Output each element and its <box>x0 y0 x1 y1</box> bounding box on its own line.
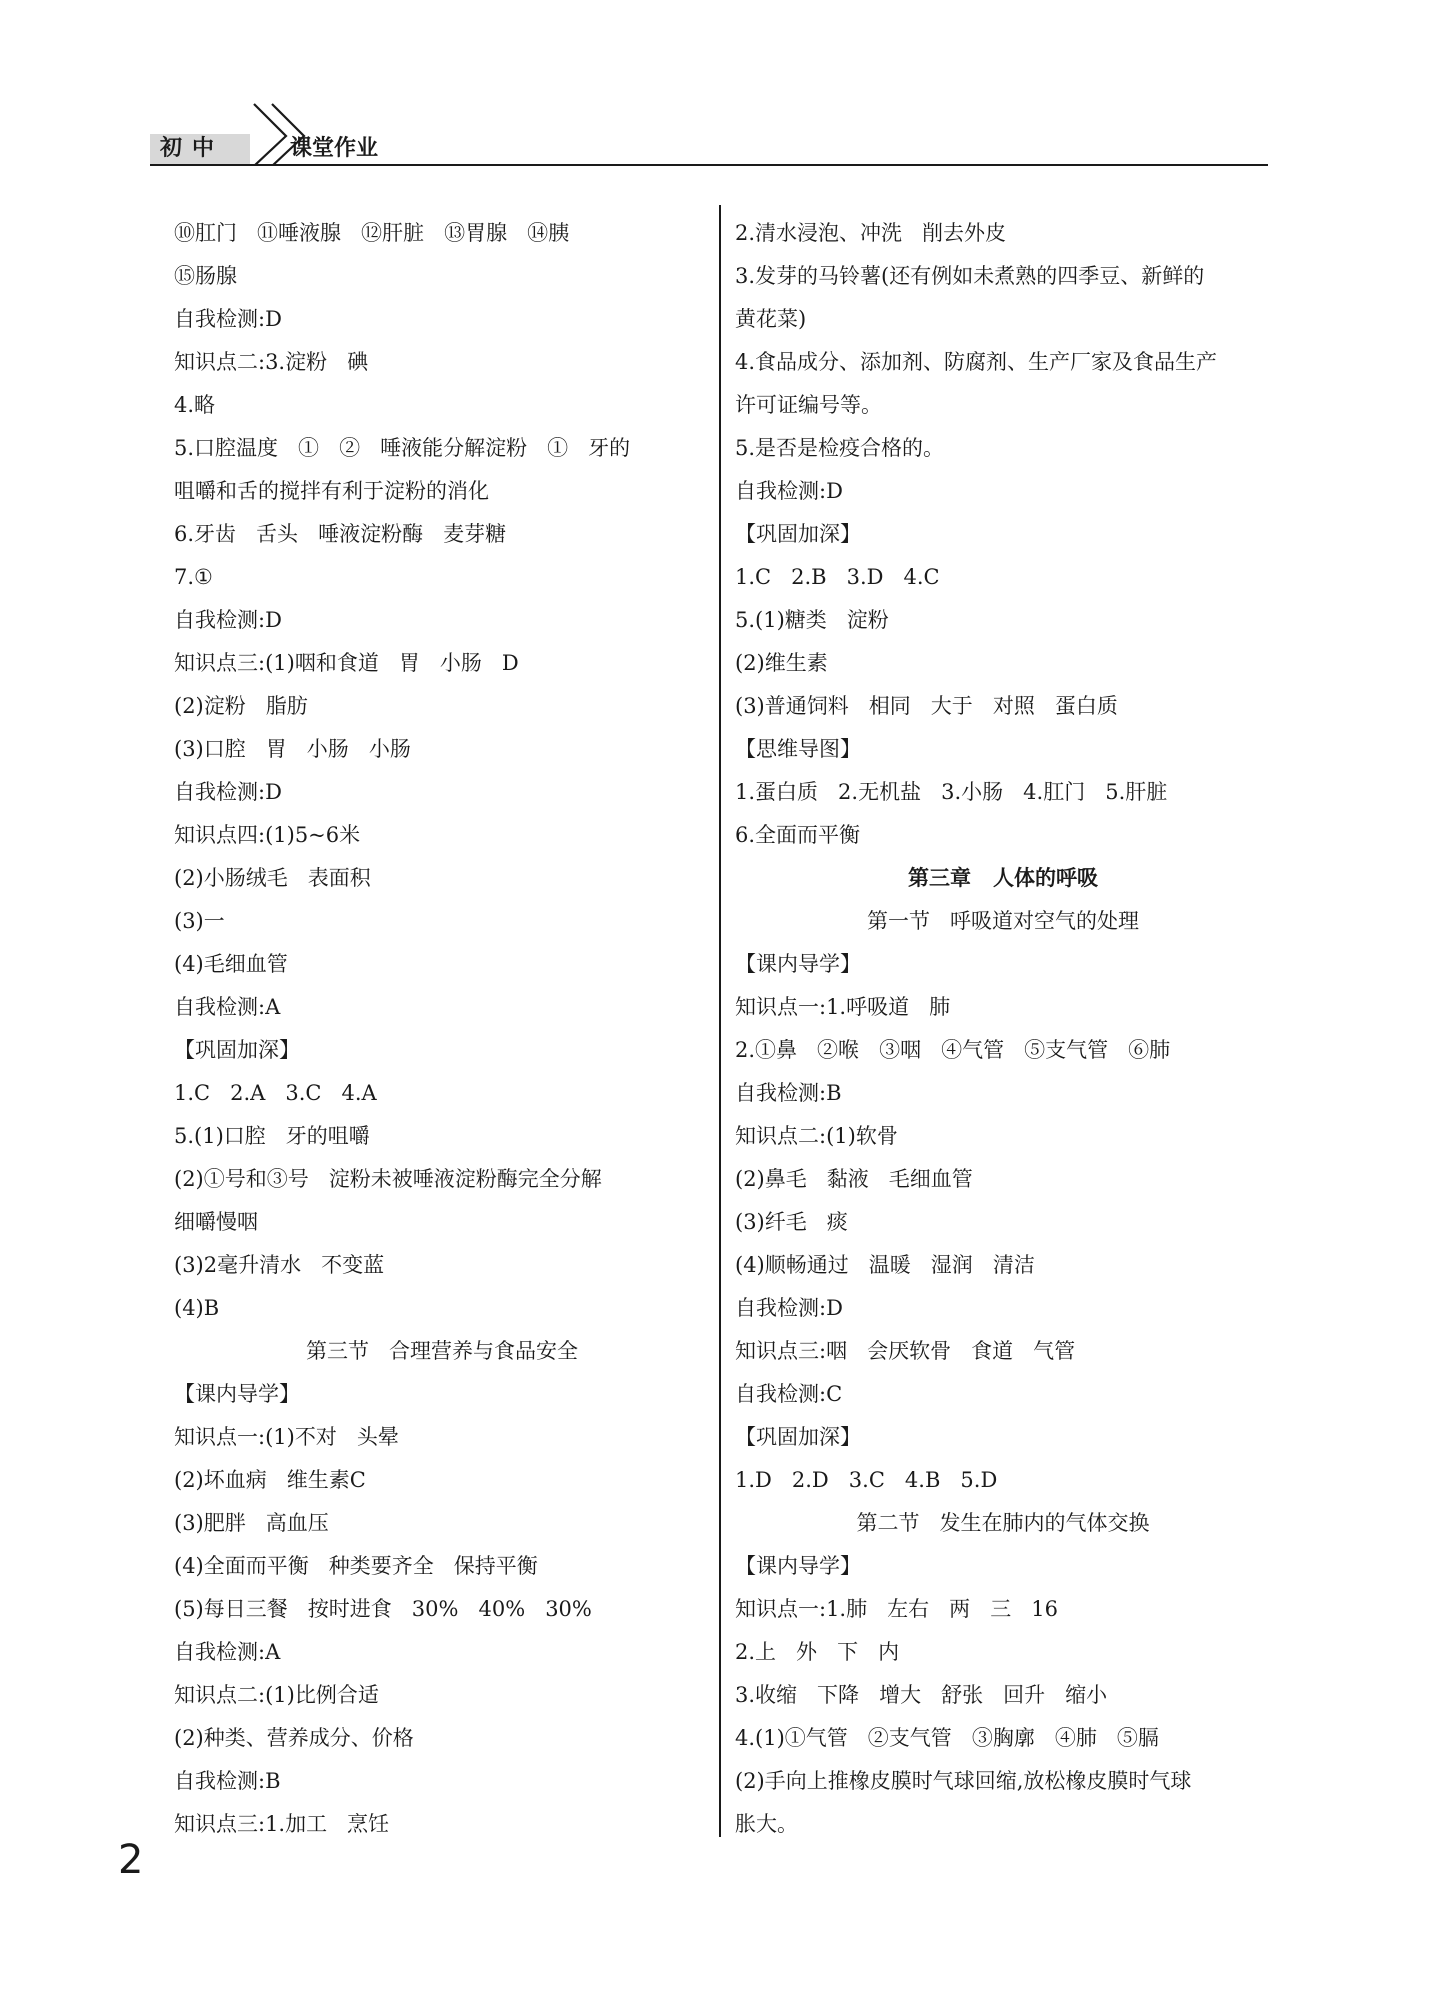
answer-line: (4)毛细血管 <box>174 952 288 976</box>
answer-line: (3)一 <box>174 909 225 933</box>
answer-line: 知识点三:(1)咽和食道 胃 小肠 D <box>174 651 519 675</box>
answer-line: (3)肥胖 高血压 <box>174 1511 329 1535</box>
answer-line: 5.(1)口腔 牙的咀嚼 <box>174 1124 370 1148</box>
answer-line: (5)每日三餐 按时进食 30% 40% 30% <box>174 1597 592 1621</box>
answer-line: 第三章 人体的呼吸 <box>908 866 1098 890</box>
answer-line: (4)顺畅通过 温暖 湿润 清洁 <box>735 1253 1035 1277</box>
answer-line: (2)①号和③号 淀粉未被唾液淀粉酶完全分解 <box>174 1167 602 1191</box>
answer-line: 2.①鼻 ②喉 ③咽 ④气管 ⑤支气管 ⑥肺 <box>735 1038 1171 1062</box>
answer-line: 知识点二:(1)软骨 <box>735 1124 898 1148</box>
answer-line: 自我检测:D <box>735 1296 843 1320</box>
answer-line: 第一节 呼吸道对空气的处理 <box>866 909 1140 933</box>
answer-line: 知识点三:咽 会厌软骨 食道 气管 <box>735 1339 1076 1363</box>
answer-line: 【巩固加深】 <box>735 1425 861 1449</box>
answer-line: 【思维导图】 <box>735 737 861 761</box>
answer-line: (3)2毫升清水 不变蓝 <box>174 1253 385 1277</box>
answer-line: 知识点一:1.呼吸道 肺 <box>735 995 951 1019</box>
page-header <box>150 100 1268 166</box>
answer-line: 5.(1)糖类 淀粉 <box>735 608 889 632</box>
answer-line: 自我检测:D <box>735 479 843 503</box>
answer-line: (2)坏血病 维生素C <box>174 1468 366 1492</box>
answer-line: 黄花菜) <box>735 307 807 331</box>
level-tag: 初中 <box>150 134 250 164</box>
answer-line: 知识点四:(1)5~6米 <box>174 823 361 847</box>
answer-line: 知识点二:3.淀粉 碘 <box>174 350 369 374</box>
answer-line: (2)维生素 <box>735 651 828 675</box>
answer-line: 知识点三:1.加工 烹饪 <box>174 1812 390 1836</box>
answer-line: (3)普通饲料 相同 大于 对照 蛋白质 <box>735 694 1118 718</box>
answer-line: 许可证编号等。 <box>735 393 882 417</box>
answer-line: 知识点一:1.肺 左右 两 三 16 <box>735 1597 1058 1621</box>
answer-line: (2)种类、营养成分、价格 <box>174 1726 414 1750</box>
answer-line: 【巩固加深】 <box>174 1038 300 1062</box>
answer-line: 5.口腔温度 ① ② 唾液能分解淀粉 ① 牙的 <box>174 436 631 460</box>
answer-line: (2)鼻毛 黏液 毛细血管 <box>735 1167 973 1191</box>
page-number: 2 <box>118 1837 144 1883</box>
answer-line: 自我检测:B <box>735 1081 842 1105</box>
answer-line: 5.是否是检疫合格的。 <box>735 436 945 460</box>
answer-line: 【课内导学】 <box>174 1382 300 1406</box>
answer-line: ⑩肛门 ⑪唾液腺 ⑫肝脏 ⑬胃腺 ⑭胰 <box>174 221 570 245</box>
answer-line: 自我检测:C <box>735 1382 843 1406</box>
answer-line: 【巩固加深】 <box>735 522 861 546</box>
answer-line: 细嚼慢咽 <box>174 1210 258 1234</box>
answer-line: (3)纤毛 痰 <box>735 1210 848 1234</box>
answer-line: 自我检测:B <box>174 1769 281 1793</box>
answer-line: ⑮肠腺 <box>174 264 237 288</box>
answer-line: (2)手向上推橡皮膜时气球回缩,放松橡皮膜时气球 <box>735 1769 1192 1793</box>
answer-line: 6.牙齿 舌头 唾液淀粉酶 麦芽糖 <box>174 522 507 546</box>
answer-line: 第三节 合理营养与食品安全 <box>305 1339 579 1363</box>
answer-line: 1.C 2.A 3.C 4.A <box>174 1081 377 1105</box>
answer-line: 自我检测:D <box>174 608 282 632</box>
answer-line: 4.食品成分、添加剂、防腐剂、生产厂家及食品生产 <box>735 350 1218 374</box>
left-column <box>174 212 710 1846</box>
answer-line: 【课内导学】 <box>735 1554 861 1578</box>
answer-line: 4.(1)①气管 ②支气管 ③胸廓 ④肺 ⑤膈 <box>735 1726 1159 1750</box>
answer-line: 自我检测:D <box>174 307 282 331</box>
answer-line: 自我检测:D <box>174 780 282 804</box>
answer-line: 1.D 2.D 3.C 4.B 5.D <box>735 1468 998 1492</box>
answer-line: 自我检测:A <box>174 995 281 1019</box>
answer-line: (2)小肠绒毛 表面积 <box>174 866 371 890</box>
book-title: 课堂作业 <box>290 136 379 161</box>
column-divider <box>719 205 721 1837</box>
answer-line: (4)全面而平衡 种类要齐全 保持平衡 <box>174 1554 538 1578</box>
right-column <box>735 212 1271 1846</box>
answer-line: 1.蛋白质 2.无机盐 3.小肠 4.肛门 5.肝脏 <box>735 780 1168 804</box>
answer-line: 自我检测:A <box>174 1640 281 1664</box>
header-rule <box>150 164 1268 166</box>
answer-line: (4)B <box>174 1296 220 1320</box>
answer-line: 2.上 外 下 内 <box>735 1640 900 1664</box>
answer-line: 4.略 <box>174 393 216 417</box>
answer-line: 7.① <box>174 565 213 589</box>
answer-line: 第二节 发生在肺内的气体交换 <box>856 1511 1150 1535</box>
answer-line: 2.清水浸泡、冲洗 削去外皮 <box>735 221 1007 245</box>
answer-line: 【课内导学】 <box>735 952 861 976</box>
answer-line: 3.发芽的马铃薯(还有例如未煮熟的四季豆、新鲜的 <box>735 264 1205 288</box>
answer-line: (2)淀粉 脂肪 <box>174 694 308 718</box>
answer-line: (3)口腔 胃 小肠 小肠 <box>174 737 411 761</box>
answer-line: 胀大。 <box>735 1812 798 1836</box>
answer-line: 1.C 2.B 3.D 4.C <box>735 565 940 589</box>
answer-line: 知识点一:(1)不对 头晕 <box>174 1425 399 1449</box>
answer-line: 知识点二:(1)比例合适 <box>174 1683 379 1707</box>
answer-line: 咀嚼和舌的搅拌有利于淀粉的消化 <box>174 479 489 503</box>
answer-line: 6.全面而平衡 <box>735 823 861 847</box>
answer-line: 3.收缩 下降 增大 舒张 回升 缩小 <box>735 1683 1108 1707</box>
